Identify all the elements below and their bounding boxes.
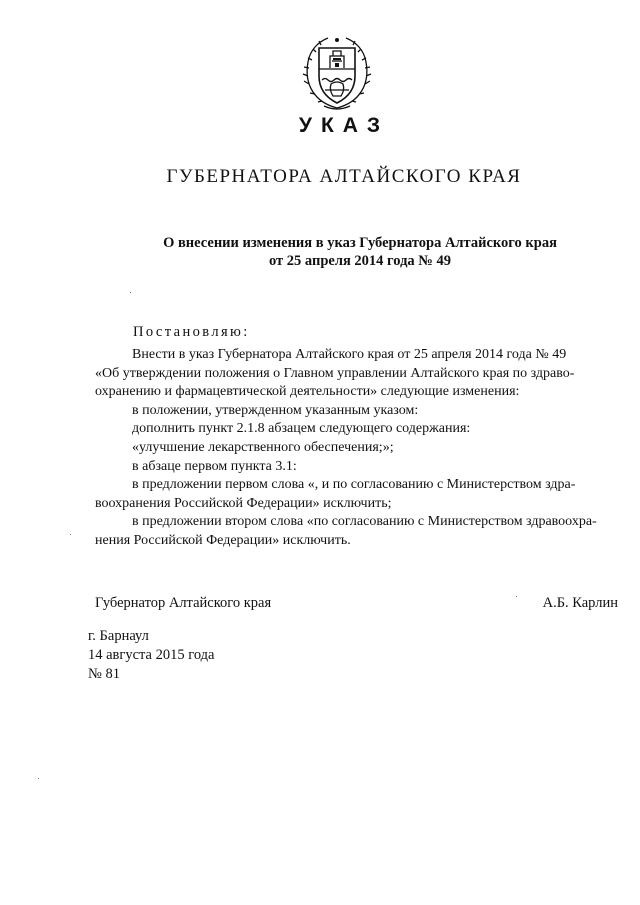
body-line: нения Российской Федерации» исключить. — [95, 532, 351, 548]
body-line: Внести в указ Губернатора Алтайского края от 25 апреля 2014 года № 49 — [132, 347, 567, 362]
body-line: охранению и фармацевтической деятельности» следующие изменения: — [95, 384, 520, 400]
body-line: в положении, утвержденном указанным указом: — [132, 402, 419, 418]
document-title: УКАЗ — [298, 114, 390, 137]
body-line: «Об утверждении положения о Главном управлении Алтайского края по здраво- — [95, 365, 575, 381]
scan-speck — [38, 778, 39, 779]
body-line: в абзаце первом пункта 3.1: — [132, 458, 297, 474]
body-line: «улучшение лекарственного обеспечения;»; — [132, 439, 394, 455]
scan-speck — [70, 534, 71, 535]
document-number: № 81 — [88, 666, 120, 682]
date: 14 августа 2015 года — [88, 647, 215, 663]
body-line: в предложении первом слова «, и по согласованию с Министерством здра- — [132, 477, 576, 493]
heading-line-2: от 25 апреля 2014 года № 49 — [268, 253, 452, 269]
body-line: дополнить пункт 2.1.8 абзацем следующего содержания: — [132, 421, 471, 437]
coat-of-arms-emblem — [300, 32, 374, 112]
signature-position: Губернатор Алтайского края — [95, 595, 272, 611]
scan-speck — [516, 596, 517, 597]
scan-speck — [130, 292, 131, 293]
document-issuer: ГУБЕРНАТОРА АЛТАЙСКОГО КРАЯ — [166, 166, 522, 187]
decree-word: Постановляю: — [133, 324, 250, 340]
body-line: воохранения Российской Федерации» исключить; — [95, 495, 392, 511]
body-line: в предложении втором слова «по согласованию с Министерством здравоохра- — [132, 514, 597, 530]
document-body — [95, 346, 628, 551]
document-heading — [130, 234, 590, 270]
signature-name: А.Б. Карлин — [542, 595, 618, 611]
heading-line-1: О внесении изменения в указ Губернатора Алтайского края — [163, 235, 557, 251]
place: г. Барнаул — [88, 628, 149, 644]
place-date-number — [88, 627, 214, 684]
